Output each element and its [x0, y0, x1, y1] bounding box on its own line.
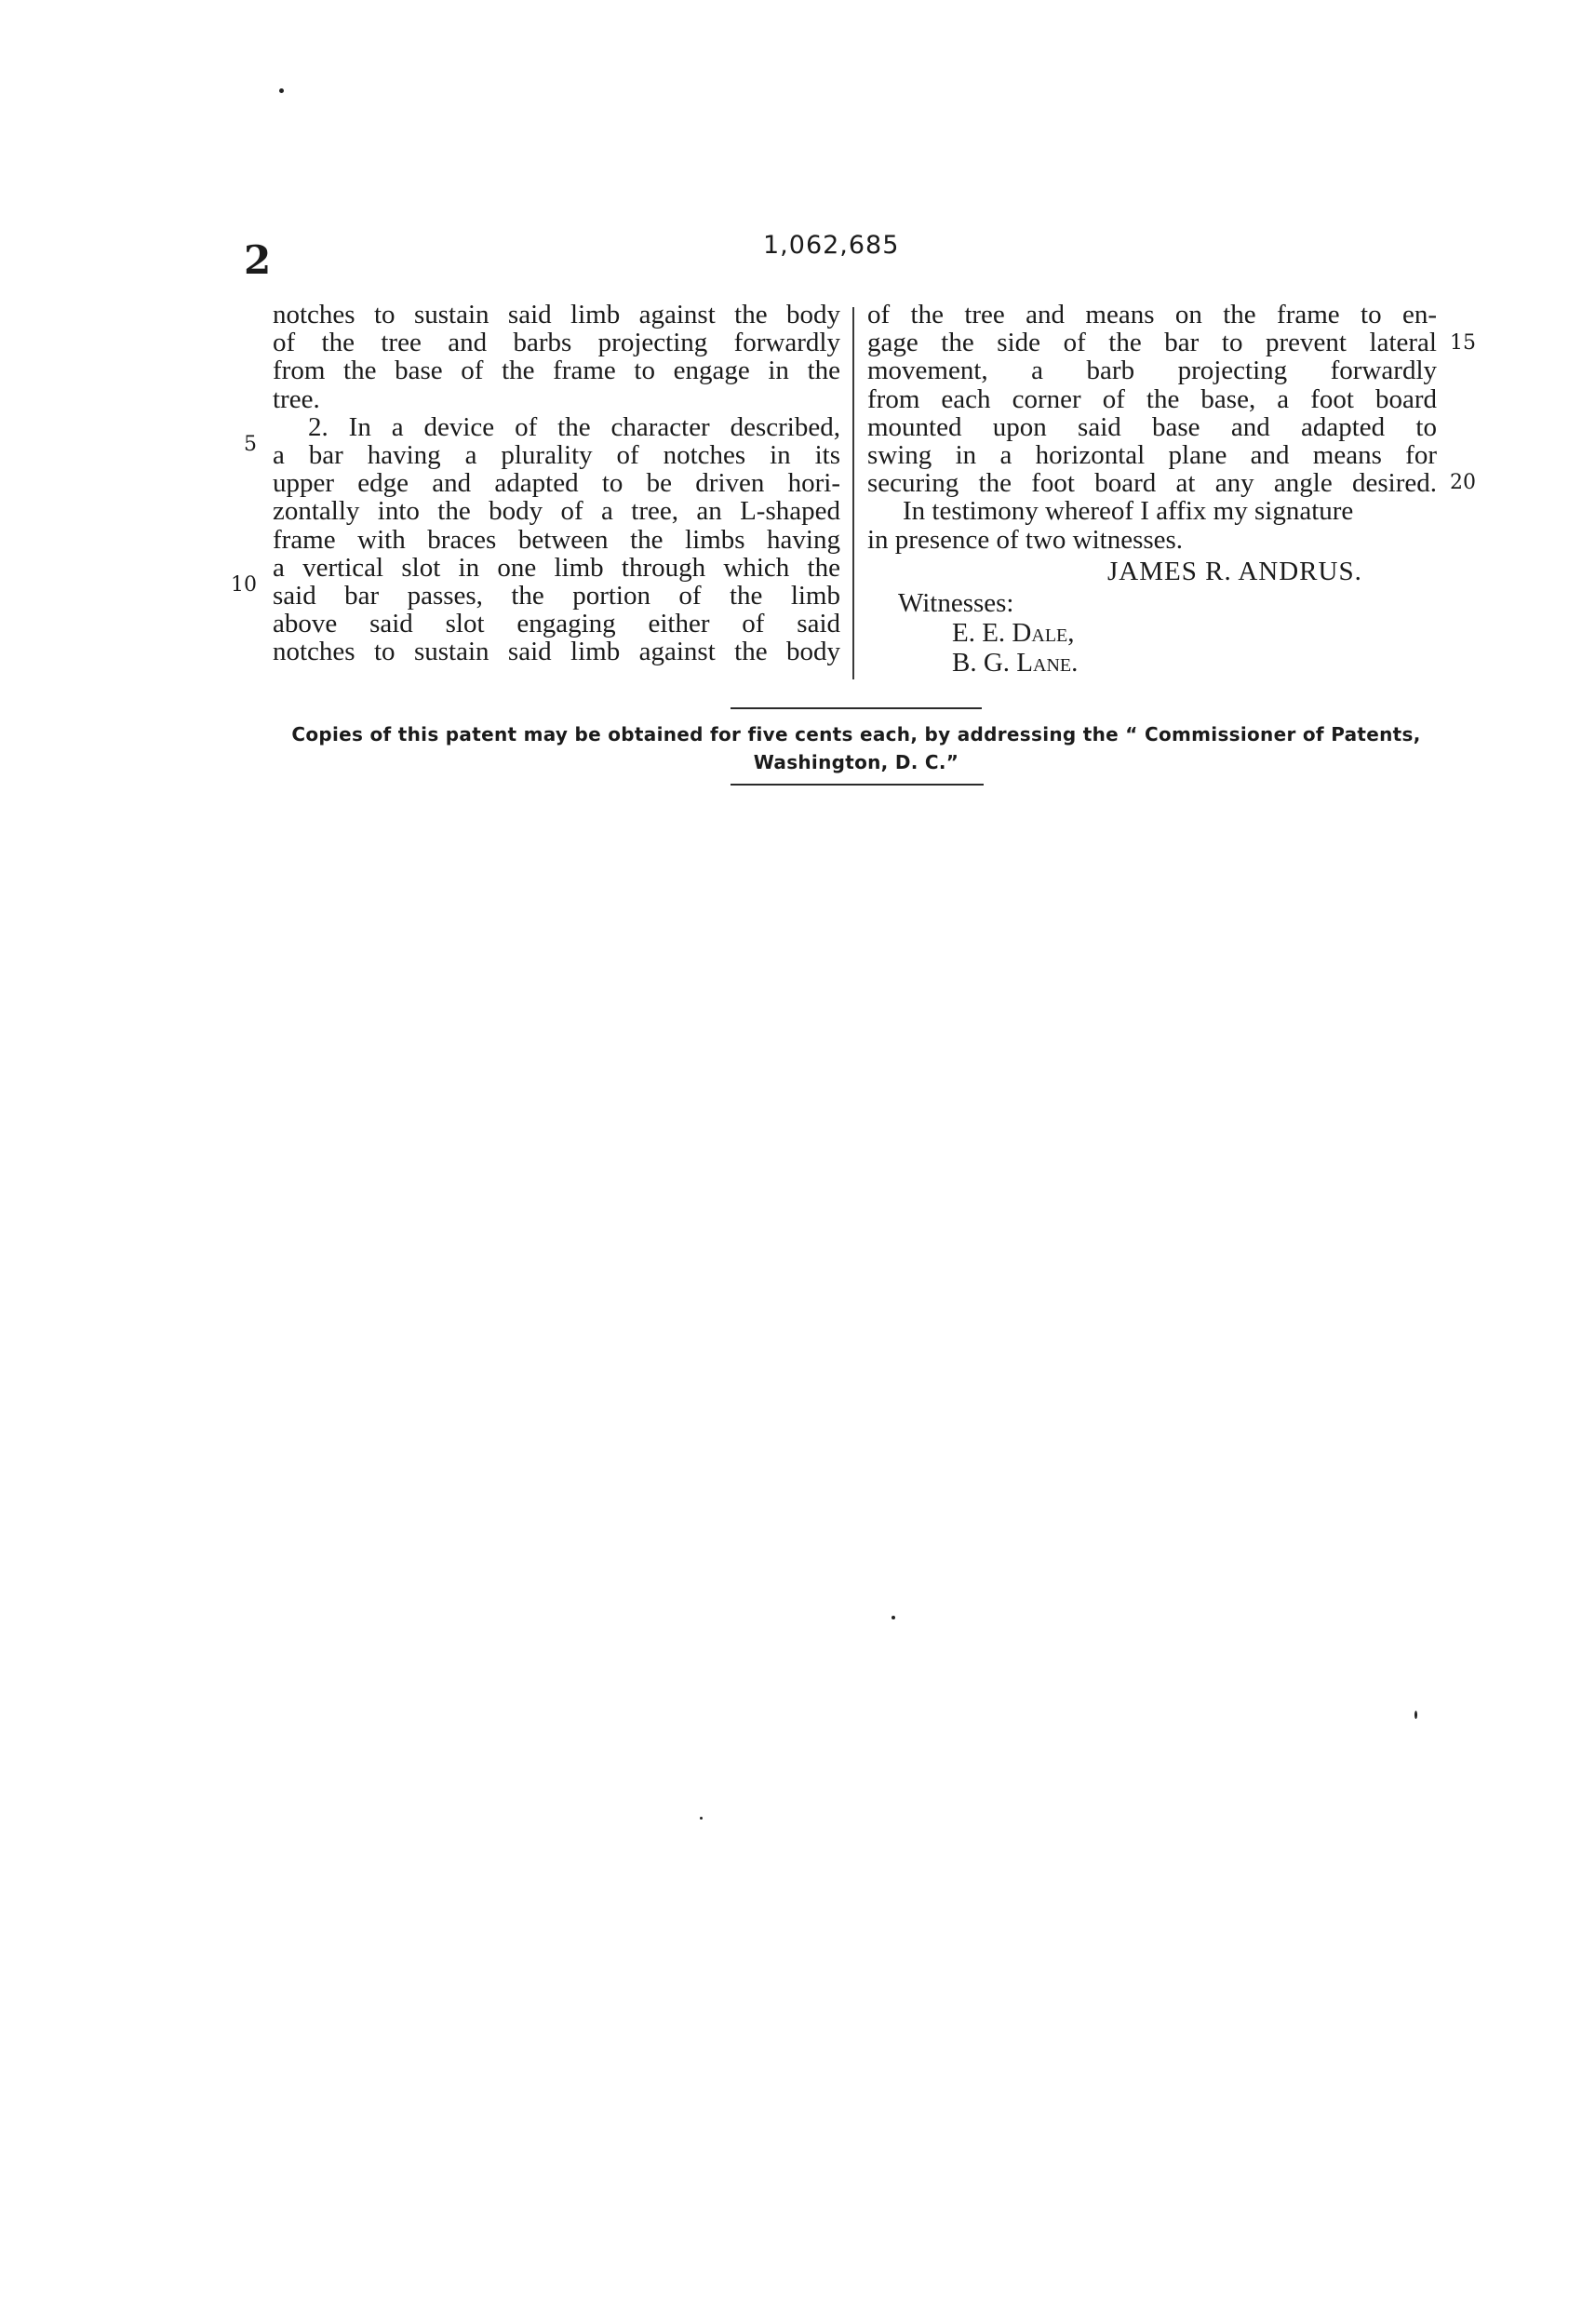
- scan-speck: [892, 1616, 895, 1619]
- text-line: from each corner of the base, a foot board: [867, 383, 1437, 414]
- text-line: a vertical slot in one limb through which the: [273, 552, 840, 583]
- text-line: movement, a barb projecting forwardly: [867, 356, 1437, 386]
- line-number-5: 5: [244, 433, 257, 456]
- text-line: a bar having a plurality of notches in its: [273, 439, 840, 470]
- scan-speck: [279, 88, 284, 93]
- inventor-signature: JAMES R. ANDRUS.: [1107, 557, 1362, 586]
- column-divider: [852, 307, 854, 679]
- page-number: 2: [244, 237, 273, 283]
- text-line: swing in a horizontal plane and means for: [867, 439, 1437, 470]
- copies-notice-line: Washington, D. C.”: [753, 751, 959, 773]
- text-line: notches to sustain said limb against the body: [273, 637, 840, 667]
- text-line: of the tree and barbs projecting forwardly: [273, 328, 840, 358]
- text-line: frame with braces between the limbs having: [273, 524, 840, 555]
- text-line: mounted upon said base and adapted to: [867, 411, 1437, 442]
- text-line: 2. In a device of the character described,: [308, 411, 840, 442]
- copies-notice: [270, 720, 1442, 776]
- text-line: said bar passes, the portion of the limb: [273, 580, 840, 611]
- text-line: gage the side of the bar to prevent lateral: [867, 328, 1437, 358]
- text-line: of the tree and means on the frame to en-: [867, 300, 1437, 329]
- text-line: In testimony whereof I affix my signature: [903, 496, 1354, 527]
- witness-name: B. G. Lane.: [952, 648, 1079, 678]
- text-line: tree.: [273, 383, 320, 414]
- text-line: from the base of the frame to engage in the: [273, 356, 840, 386]
- text-line: upper edge and adapted to be driven hori-: [273, 468, 840, 499]
- witnesses-label: Witnesses:: [898, 588, 1014, 618]
- patent-number: 1,062,685: [763, 231, 900, 260]
- line-number-20: 20: [1450, 471, 1476, 494]
- text-line: zontally into the body of a tree, an L-shaped: [273, 496, 840, 527]
- text-line: above said slot engaging either of said: [273, 609, 840, 639]
- line-number-10: 10: [231, 573, 257, 597]
- left-column: [273, 301, 840, 665]
- bottom-rule: [731, 784, 984, 786]
- text-line: in presence of two witnesses.: [867, 524, 1184, 555]
- right-column: [867, 301, 1437, 554]
- text-line: notches to sustain said limb against the body: [273, 300, 840, 329]
- line-number-15: 15: [1450, 331, 1476, 355]
- scan-speck: [1414, 1711, 1417, 1719]
- text-line: securing the foot board at any angle desired.: [867, 468, 1437, 499]
- scan-speck: [700, 1817, 703, 1820]
- top-rule: [731, 707, 982, 709]
- witness-name: E. E. Dale,: [952, 618, 1075, 648]
- copies-notice-line: Copies of this patent may be obtained for five cents each, by addressing the “ Commissioner of Patents,: [291, 723, 1421, 746]
